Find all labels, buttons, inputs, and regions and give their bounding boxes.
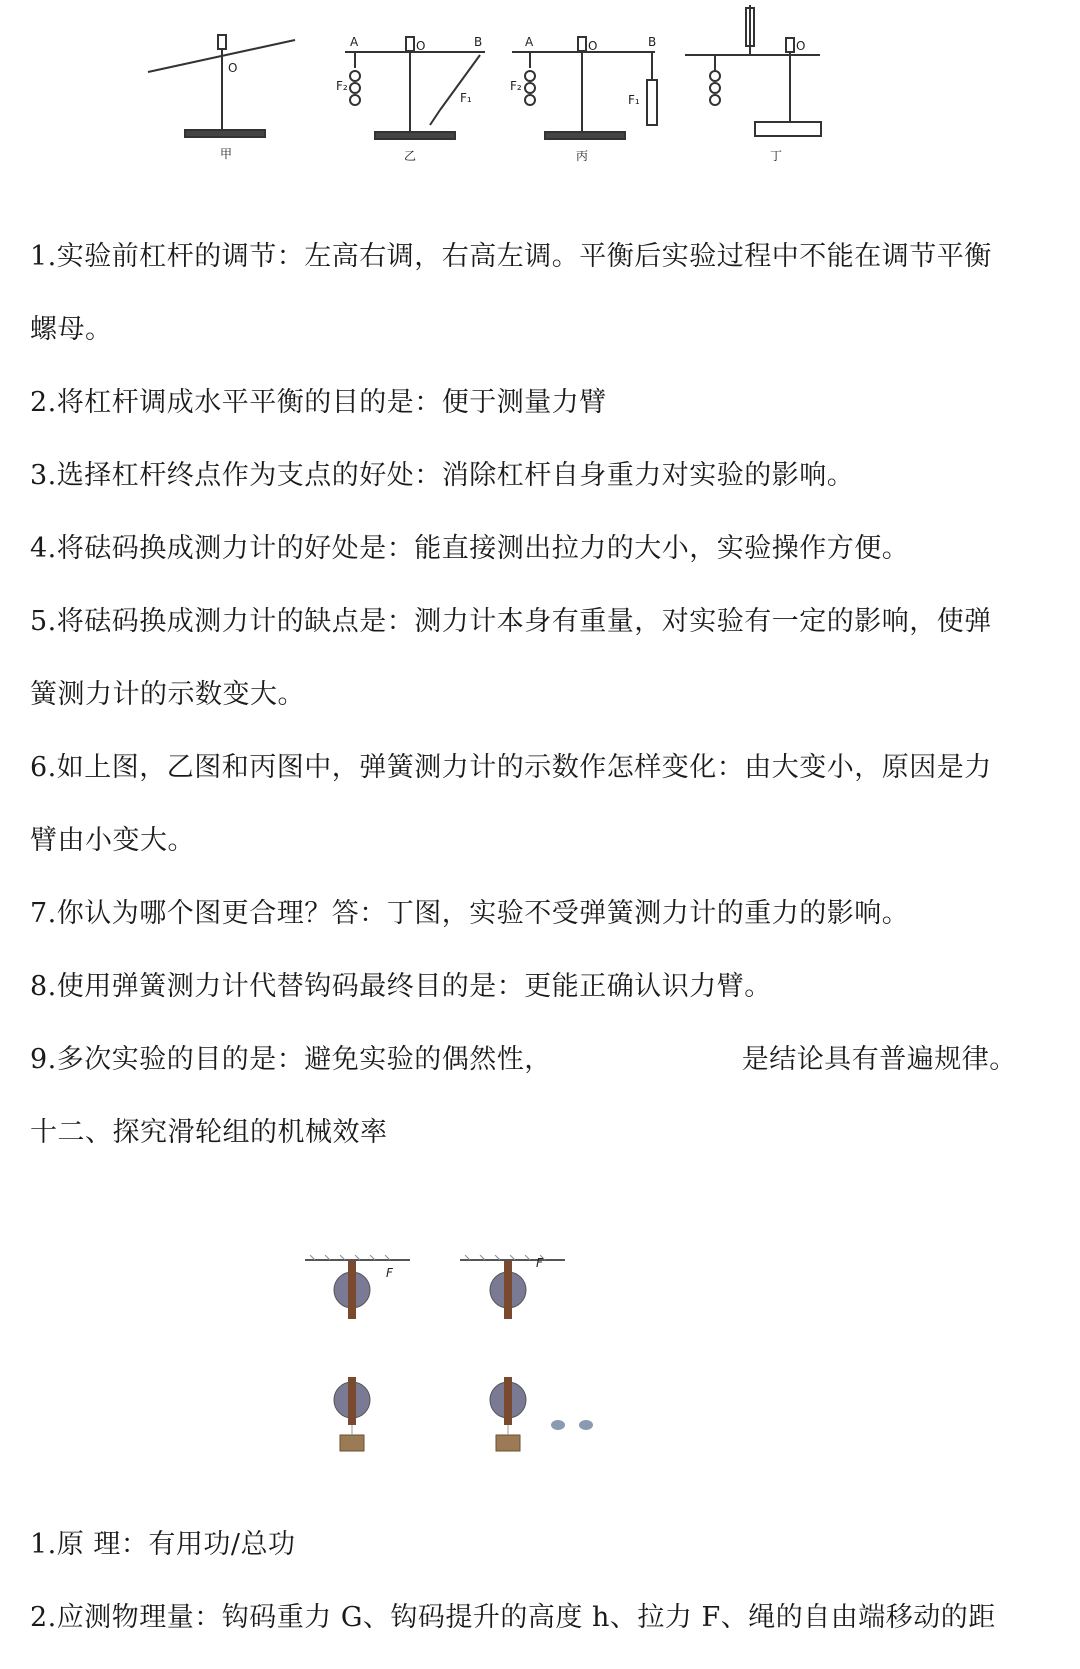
lever-item-4: 4.将砝码换成测力计的好处是：能直接测出拉力的大小，实验操作方便。 — [30, 533, 910, 564]
lever-item-9-left: 9.多次实验的目的是：避免实验的偶然性， — [30, 1044, 552, 1075]
lever-item-9-right: 是结论具有普遍规律。 — [741, 1044, 1017, 1075]
lever-item-6: 6.如上图，乙图和丙图中，弹簧测力计的示数作怎样变化：由大变小，原因是力 — [30, 752, 992, 783]
lever-item-9 — [30, 1043, 1060, 1077]
lever-item-3: 3.选择杠杆终点作为支点的好处：消除杠杆自身重力对实验的影响。 — [30, 460, 855, 491]
pulley-item-1: 1.原 理：有用功/总功 — [30, 1529, 296, 1560]
label-o-jia: O — [228, 61, 238, 75]
label-ding: 丁 — [770, 149, 783, 163]
lever-item-1: 1.实验前杠杆的调节：左高右调，右高左调。平衡后实验过程中不能在调节平衡 — [30, 241, 992, 272]
lever-item-8: 8.使用弹簧测力计代替钩码最终目的是：更能正确认识力臂。 — [30, 971, 772, 1002]
label-b-bing: B — [648, 35, 657, 49]
lever-item-7: 7.你认为哪个图更合理？答：丁图，实验不受弹簧测力计的重力的影响。 — [30, 898, 910, 929]
label-o-ding: O — [796, 39, 806, 53]
label-f1-bing: F₁ — [628, 93, 640, 107]
lever-item-5: 5.将砝码换成测力计的缺点是：测力计本身有重量，对实验有一定的影响，使弹 — [30, 606, 992, 637]
force-label-left: F — [386, 1266, 393, 1280]
label-bing: 丙 — [576, 149, 589, 163]
label-a-bing: A — [525, 35, 534, 49]
pulley-item-2: 2.应测物理量：钩码重力 G、钩码提升的高度 h、拉力 F、绳的自由端移动的距 — [30, 1602, 996, 1633]
label-f2-yi: F₂ — [336, 79, 348, 93]
label-a-yi: A — [350, 35, 359, 49]
label-o-yi: O — [416, 39, 426, 53]
section-title: 十二、探究滑轮组的机械效率 — [30, 1117, 388, 1148]
label-yi: 乙 — [404, 149, 417, 163]
lever-item-6-cont: 臂由小变大。 — [30, 825, 195, 856]
label-o-bing: O — [588, 39, 598, 53]
label-f1-yi: F₁ — [460, 91, 472, 105]
label-jia: 甲 — [220, 147, 233, 161]
lever-experiment-figure — [140, 0, 840, 180]
pulley-experiment-figure — [300, 1255, 640, 1515]
label-f2-bing: F₂ — [510, 79, 522, 93]
label-b-yi: B — [474, 35, 483, 49]
force-label-right: F — [536, 1256, 543, 1270]
lever-item-2: 2.将杠杆调成水平平衡的目的是：便于测量力臂 — [30, 387, 607, 418]
lever-item-5-cont: 簧测力计的示数变大。 — [30, 679, 305, 710]
lever-item-1-cont: 螺母。 — [30, 314, 113, 345]
